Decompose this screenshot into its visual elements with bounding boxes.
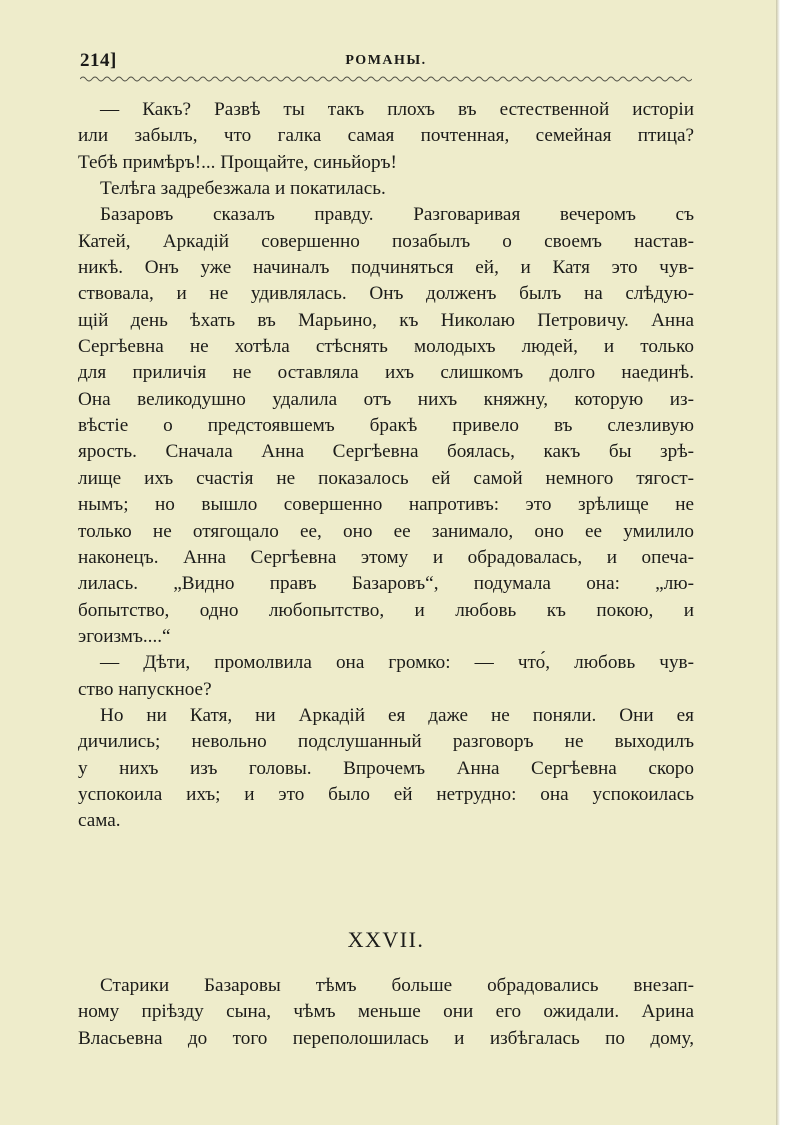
text-line: никѣ. Онъ уже начиналъ подчиняться ей, и Катя это чув-: [78, 257, 694, 279]
text-line: эгоизмъ....“: [78, 625, 171, 647]
text-line: Она великодушно удалила отъ нихъ княжну, которую из-: [78, 388, 694, 410]
text-line: успокоила ихъ; и это было ей нетрудно: она успокоилась: [78, 783, 694, 805]
text-line: Но ни Катя, ни Аркадій ея даже не поняли. Они ея: [100, 704, 694, 726]
text-line: лище ихъ счастія не показалось ей самой немного тягост-: [78, 467, 694, 489]
text-line: ярость. Сначала Анна Сергѣевна боялась, какъ бы зрѣ-: [78, 441, 694, 463]
paragraph: [78, 650, 694, 703]
text-line: или забылъ, что галка самая почтенная, семейная птица?: [78, 125, 694, 147]
text-line: дичились; невольно подслушанный разговоръ не выходилъ: [78, 731, 694, 753]
text-line: наконецъ. Анна Сергѣевна этому и обрадовалась, и опеча-: [78, 546, 694, 568]
page-header: [80, 50, 692, 74]
header-rule: [80, 74, 692, 84]
text-line: вѣстіе о предстоявшемъ бракѣ привело въ слезливую: [78, 415, 694, 437]
text-line: ному пріѣзду сына, чѣмъ меньше они его ожидали. Арина: [78, 1001, 694, 1023]
running-title: РОМАНЫ.: [345, 53, 427, 68]
text-line: ство напускное?: [78, 678, 212, 700]
text-line: щій день ѣхать въ Марьино, къ Николаю Петровичу. Анна: [78, 309, 694, 331]
paragraph: [78, 703, 694, 835]
chapter-text: [78, 973, 694, 1052]
text-line: — Дѣти, промолвила она громко: — что́, любовь чув-: [100, 652, 694, 674]
text-line: Власьевна до того переполошилась и избѣгалась по дому,: [78, 1027, 694, 1049]
text-line: сама.: [78, 810, 121, 832]
text-line: ствовала, и не удивлялась. Онъ долженъ былъ на слѣдую-: [78, 283, 694, 305]
text-line: у нихъ изъ головы. Впрочемъ Анна Сергѣевна скоро: [78, 757, 694, 779]
text-line: Сергѣевна не хотѣла стѣснять молодыхъ людей, и только: [78, 336, 694, 358]
text-line: Тебѣ примѣръ!... Прощайте, синьйоръ!: [78, 151, 397, 173]
text-line: лилась. „Видно правъ Базаровъ“, подумала она: „лю-: [78, 573, 694, 595]
text-line: нымъ; но вышло совершенно напротивъ: это зрѣлище не: [78, 494, 694, 516]
chapter-heading: XXVII.: [347, 927, 425, 952]
text-line: Телѣга задребезжала и покатилась.: [100, 178, 386, 200]
page-number: 214]: [80, 50, 117, 71]
text-line: Базаровъ сказалъ правду. Разговаривая вечеромъ съ: [100, 204, 694, 226]
text-line: бопытство, одно любопытство, и любовь къ покою, и: [78, 599, 694, 621]
text-line: — Какъ? Развѣ ты такъ плохъ въ естественной исторіи: [100, 99, 694, 120]
paragraph: [78, 202, 694, 650]
body-text: [78, 97, 694, 835]
text-line: для приличія не оставляла ихъ слишкомъ долго наединѣ.: [78, 362, 694, 384]
paragraph: [78, 176, 694, 202]
text-line: Старики Базаровы тѣмъ больше обрадовались внезап-: [100, 975, 694, 996]
text-line: Катей, Аркадій совершенно позабылъ о своемъ настав-: [78, 230, 694, 252]
text-line: только не отягощало ее, оно ее занимало, оно ее умилило: [78, 520, 694, 542]
paragraph: [78, 97, 694, 176]
scan-edge: [776, 0, 788, 1125]
